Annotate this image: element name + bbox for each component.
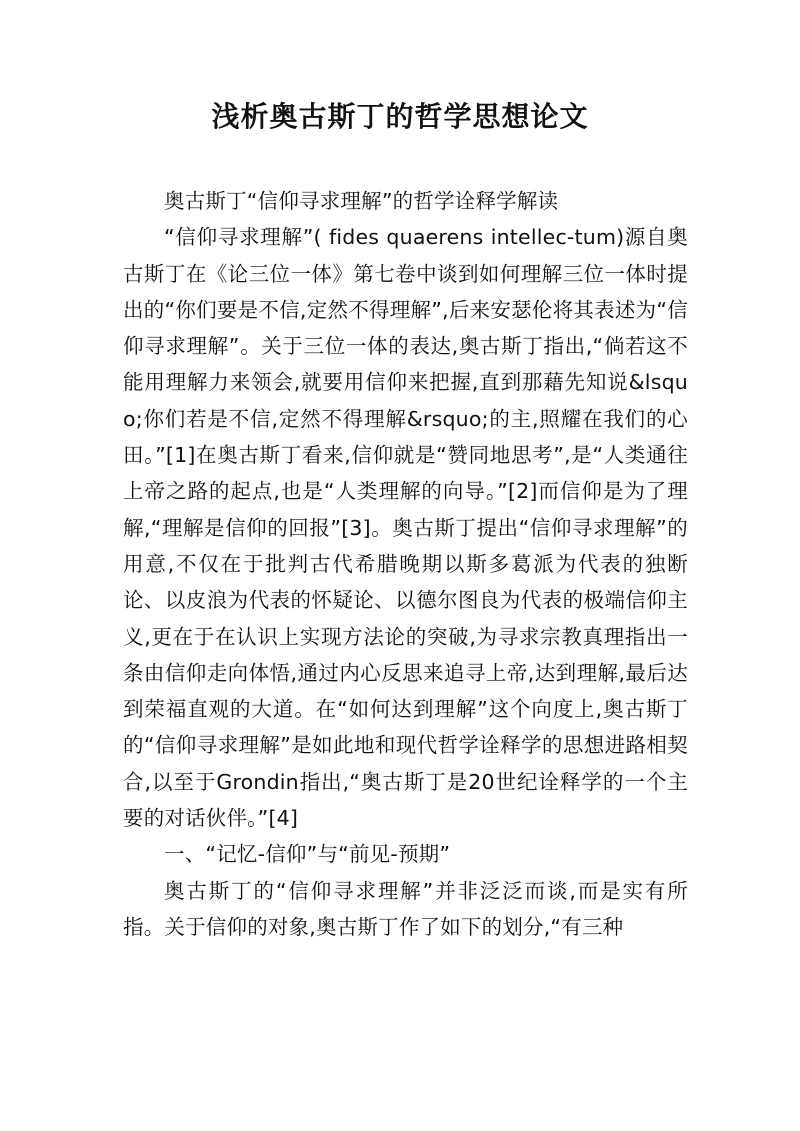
section-subtitle-paragraph: 奥古斯丁“信仰寻求理解”的哲学诠释学解读 [164,189,559,213]
document-title: 浅析奥古斯丁的哲学思想论文 [211,100,589,133]
body-paragraph: “信仰寻求理解”( fides quaerens intellec-tum)源自奥古斯丁在《论三位一体》第七卷中谈到如何理解三位一体时提出的“你们要是不信,定然不得理解”,后来安瑟伦将其表述为“信仰寻求理解”。关于三位一体的表达,奥古斯丁指出,“倘若这不能用理解力来领会,就要用信仰来把握,直到那藉先知说&lsquo;你们若是不信,定然不得理解&rsquo;的主,照耀在我们的心田。”[1]在奥古斯丁看来,信仰就是“赞同地思考”,是“人类通往上帝之路的起点,也是“人类理解的向导。”[2]而信仰是为了理解,“理解是信仰的回报”[3]。奥古斯丁提出“信仰寻求理解”的用意,不仅在于批判古代希腊晚期以斯多葛派为代表的独断论、以皮浪为代表的怀疑论、以德尔图良为代表的极端信仰主义,更在于在认识上实现方法论的突破,为寻求宗教真理指出一条由信仰走向体悟,通过内心反思来追寻上帝,达到理解,最后达到荣福直观的大道。在“如何达到理解”这个向度上,奥古斯丁的“信仰寻求理解”是如此地和现代哲学诠释学的思想进路相契合,以至于Grondin指出,“奥古斯丁是20世纪诠释学的一个主要的对话伙伴。”[4] [123,225,688,831]
document-body [123,183,688,945]
section-heading-paragraph: 一、“记忆-信仰”与“前见-预期” [164,842,451,867]
body-paragraph: 奥古斯丁的“信仰寻求理解”并非泛泛而谈,而是实有所指。关于信仰的对象,奥古斯丁作了如下的划分,“有三种 [123,878,688,939]
